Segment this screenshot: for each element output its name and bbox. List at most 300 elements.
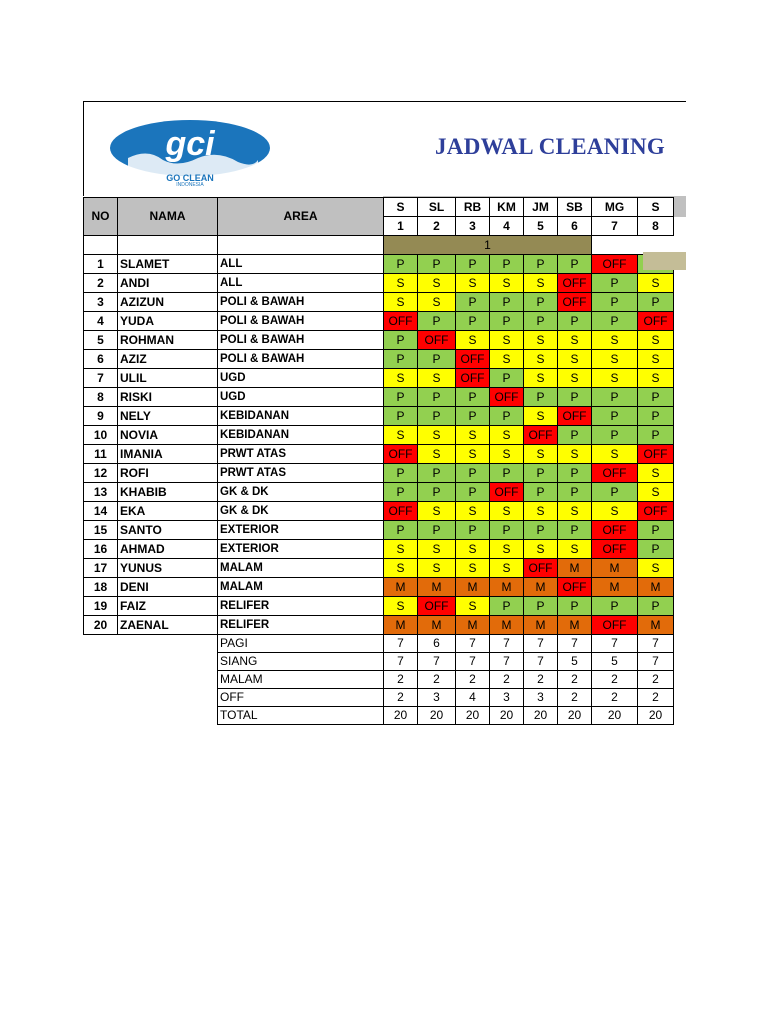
blank-cell (118, 707, 218, 725)
row-number: 6 (84, 350, 118, 369)
row-number: 17 (84, 559, 118, 578)
summary-value: 20 (524, 707, 558, 725)
shift-cell: P (384, 483, 418, 502)
shift-cell: S (384, 597, 418, 616)
shift-cell: P (638, 407, 674, 426)
summary-value: 7 (456, 653, 490, 671)
staff-name: IMANIA (118, 445, 218, 464)
shift-cell: P (384, 331, 418, 350)
shift-cell: P (490, 521, 524, 540)
shift-cell: S (418, 426, 456, 445)
table-row (84, 331, 674, 350)
summary-value: 2 (558, 671, 592, 689)
day-header: S (638, 198, 674, 217)
staff-name: AZIZUN (118, 293, 218, 312)
shift-cell: P (638, 540, 674, 559)
shift-cell: P (418, 407, 456, 426)
shift-cell: S (418, 369, 456, 388)
blank-cell (592, 236, 638, 255)
date-header: 2 (418, 217, 456, 236)
staff-area: POLI & BAWAH (218, 350, 384, 369)
shift-cell: P (524, 293, 558, 312)
shift-cell: OFF (524, 426, 558, 445)
page-title: JADWAL CLEANING (435, 134, 666, 159)
staff-area: EXTERIOR (218, 521, 384, 540)
shift-cell: OFF (456, 350, 490, 369)
shift-cell: P (456, 293, 490, 312)
shift-cell: P (558, 464, 592, 483)
row-number: 15 (84, 521, 118, 540)
shift-cell: S (592, 331, 638, 350)
shift-cell: M (418, 616, 456, 635)
staff-name: AZIZ (118, 350, 218, 369)
summary-value: 2 (638, 671, 674, 689)
shift-cell: P (638, 426, 674, 445)
staff-area: RELIFER (218, 616, 384, 635)
day-header: S (384, 198, 418, 217)
table-row (84, 369, 674, 388)
summary-value: 2 (456, 671, 490, 689)
summary-value: 7 (490, 653, 524, 671)
summary-value: 2 (418, 671, 456, 689)
shift-cell: P (558, 521, 592, 540)
summary-value: 2 (592, 689, 638, 707)
shift-cell: P (456, 407, 490, 426)
table-row (84, 388, 674, 407)
shift-cell: P (490, 407, 524, 426)
shift-cell: P (524, 312, 558, 331)
shift-cell: S (592, 502, 638, 521)
summary-value: 2 (490, 671, 524, 689)
shift-cell: P (490, 597, 524, 616)
shift-cell: P (456, 312, 490, 331)
date-header: 7 (592, 217, 638, 236)
staff-name: KHABIB (118, 483, 218, 502)
shift-cell: S (638, 331, 674, 350)
staff-name: SANTO (118, 521, 218, 540)
summary-label: SIANG (218, 653, 384, 671)
table-row (84, 521, 674, 540)
shift-cell: OFF (638, 312, 674, 331)
header-row (84, 198, 674, 217)
shift-cell: M (558, 616, 592, 635)
summary-label: PAGI (218, 635, 384, 653)
shift-cell: OFF (592, 255, 638, 274)
blank-cell (218, 236, 384, 255)
shift-cell: P (592, 597, 638, 616)
row-number: 14 (84, 502, 118, 521)
summary-value: 20 (384, 707, 418, 725)
shift-cell: P (418, 312, 456, 331)
shift-cell: S (524, 331, 558, 350)
shift-cell: P (456, 464, 490, 483)
shift-cell: S (638, 369, 674, 388)
summary-row (84, 689, 674, 707)
day-header: SB (558, 198, 592, 217)
shift-cell: P (418, 350, 456, 369)
row-number: 18 (84, 578, 118, 597)
shift-cell: S (418, 502, 456, 521)
shift-cell: OFF (592, 540, 638, 559)
date-header: 5 (524, 217, 558, 236)
staff-name: DENI (118, 578, 218, 597)
summary-value: 20 (638, 707, 674, 725)
shift-cell: S (456, 540, 490, 559)
shift-cell: P (592, 483, 638, 502)
summary-label: MALAM (218, 671, 384, 689)
staff-name: ROHMAN (118, 331, 218, 350)
staff-area: EXTERIOR (218, 540, 384, 559)
blank-cell (84, 236, 118, 255)
row-number: 7 (84, 369, 118, 388)
row-number: 16 (84, 540, 118, 559)
summary-row (84, 707, 674, 725)
shift-cell: S (384, 540, 418, 559)
staff-name: YUDA (118, 312, 218, 331)
shift-cell: S (524, 274, 558, 293)
sheet-top-border (83, 101, 686, 102)
staff-area: POLI & BAWAH (218, 312, 384, 331)
summary-label: OFF (218, 689, 384, 707)
staff-area: MALAM (218, 559, 384, 578)
shift-cell: S (524, 350, 558, 369)
shift-cell: S (592, 369, 638, 388)
table-row (84, 483, 674, 502)
row-number: 20 (84, 616, 118, 635)
shift-cell: P (490, 293, 524, 312)
summary-value: 7 (638, 653, 674, 671)
shift-cell: P (638, 597, 674, 616)
shift-cell: M (638, 616, 674, 635)
shift-cell: S (592, 350, 638, 369)
shift-cell: P (558, 388, 592, 407)
table-row (84, 293, 674, 312)
shift-cell: P (384, 255, 418, 274)
summary-value: 5 (592, 653, 638, 671)
shift-cell: P (524, 597, 558, 616)
shift-cell: M (456, 578, 490, 597)
staff-area: GK & DK (218, 483, 384, 502)
shift-cell: OFF (384, 445, 418, 464)
shift-cell: P (558, 255, 592, 274)
table-row (84, 312, 674, 331)
shift-cell: P (384, 388, 418, 407)
shift-cell: P (490, 255, 524, 274)
table-row (84, 255, 674, 274)
shift-cell: S (456, 559, 490, 578)
shift-cell: OFF (558, 407, 592, 426)
table-row (84, 597, 674, 616)
staff-name: ROFI (118, 464, 218, 483)
staff-name: FAIZ (118, 597, 218, 616)
summary-value: 7 (384, 635, 418, 653)
row-number: 11 (84, 445, 118, 464)
row-number: 10 (84, 426, 118, 445)
blank-cell (84, 707, 118, 725)
blank-cell (84, 689, 118, 707)
summary-value: 7 (490, 635, 524, 653)
schedule-table-body (84, 198, 674, 725)
shift-cell: P (418, 521, 456, 540)
row-number: 4 (84, 312, 118, 331)
row-number: 19 (84, 597, 118, 616)
shift-cell: S (490, 502, 524, 521)
staff-area: POLI & BAWAH (218, 293, 384, 312)
summary-row (84, 653, 674, 671)
shift-cell: S (456, 331, 490, 350)
shift-cell: M (524, 578, 558, 597)
shift-cell: P (384, 350, 418, 369)
staff-area: GK & DK (218, 502, 384, 521)
shift-cell: P (524, 521, 558, 540)
summary-value: 2 (384, 671, 418, 689)
blank-cell (118, 689, 218, 707)
day-header: RB (456, 198, 490, 217)
summary-value: 20 (490, 707, 524, 725)
shift-cell: S (384, 559, 418, 578)
shift-cell: M (384, 578, 418, 597)
shift-cell: P (524, 255, 558, 274)
shift-cell: M (456, 616, 490, 635)
staff-name: YUNUS (118, 559, 218, 578)
shift-cell: S (490, 331, 524, 350)
shift-cell: P (592, 312, 638, 331)
shift-cell: S (490, 350, 524, 369)
staff-area: MALAM (218, 578, 384, 597)
shift-cell: P (384, 521, 418, 540)
shift-cell: P (592, 293, 638, 312)
shift-cell: S (456, 502, 490, 521)
shift-cell: S (558, 331, 592, 350)
shift-cell: M (524, 616, 558, 635)
shift-cell: OFF (638, 445, 674, 464)
shift-cell: S (418, 540, 456, 559)
table-row (84, 274, 674, 293)
shift-cell: P (418, 464, 456, 483)
summary-value: 7 (418, 653, 456, 671)
header-area: AREA (218, 198, 384, 236)
blank-cell (118, 236, 218, 255)
shift-cell: S (638, 464, 674, 483)
shift-cell: OFF (418, 597, 456, 616)
gci-logo (108, 118, 273, 186)
blank-cell (84, 671, 118, 689)
staff-area: KEBIDANAN (218, 426, 384, 445)
day-header: JM (524, 198, 558, 217)
summary-row (84, 671, 674, 689)
staff-name: ZAENAL (118, 616, 218, 635)
shift-cell: OFF (524, 559, 558, 578)
date-header: 4 (490, 217, 524, 236)
shift-cell: S (418, 445, 456, 464)
shift-cell: M (490, 578, 524, 597)
logo-subtext: INDONESIA (176, 182, 204, 186)
table-row (84, 350, 674, 369)
staff-name: NOVIA (118, 426, 218, 445)
row-number: 5 (84, 331, 118, 350)
shift-cell: P (490, 312, 524, 331)
shift-cell: P (524, 464, 558, 483)
staff-area: ALL (218, 274, 384, 293)
shift-cell: OFF (384, 502, 418, 521)
table-row (84, 464, 674, 483)
shift-cell: OFF (456, 369, 490, 388)
summary-value: 3 (524, 689, 558, 707)
table-row (84, 578, 674, 597)
shift-cell: S (418, 293, 456, 312)
shift-cell: S (456, 597, 490, 616)
shift-cell: S (456, 445, 490, 464)
shift-cell: OFF (384, 312, 418, 331)
shift-cell: S (638, 483, 674, 502)
shift-cell: S (456, 274, 490, 293)
date-header: 6 (558, 217, 592, 236)
shift-cell: S (524, 407, 558, 426)
row-number: 2 (84, 274, 118, 293)
shift-cell: P (384, 464, 418, 483)
shift-cell: S (558, 445, 592, 464)
summary-value: 20 (456, 707, 490, 725)
shift-cell: S (384, 426, 418, 445)
week-band-extension (643, 252, 686, 270)
shift-cell: P (384, 407, 418, 426)
week-label: 1 (384, 236, 592, 255)
shift-cell: P (490, 464, 524, 483)
shift-cell: P (592, 388, 638, 407)
shift-cell: S (490, 559, 524, 578)
shift-cell: S (418, 559, 456, 578)
shift-cell: P (418, 255, 456, 274)
shift-cell: M (638, 578, 674, 597)
shift-cell: P (418, 483, 456, 502)
shift-cell: P (524, 483, 558, 502)
table-row (84, 445, 674, 464)
shift-cell: S (490, 426, 524, 445)
sheet-left-border (83, 101, 84, 196)
shift-cell: OFF (490, 483, 524, 502)
shift-cell: OFF (592, 521, 638, 540)
shift-cell: S (558, 369, 592, 388)
shift-cell: S (638, 274, 674, 293)
shift-cell: S (558, 540, 592, 559)
summary-value: 7 (524, 635, 558, 653)
shift-cell: P (558, 426, 592, 445)
blank-cell (118, 671, 218, 689)
summary-value: 2 (592, 671, 638, 689)
shift-cell: S (592, 445, 638, 464)
table-row (84, 540, 674, 559)
shift-cell: P (558, 483, 592, 502)
summary-value: 3 (418, 689, 456, 707)
shift-cell: P (558, 312, 592, 331)
shift-cell: OFF (638, 502, 674, 521)
day-header: KM (490, 198, 524, 217)
shift-cell: S (456, 426, 490, 445)
shift-cell: OFF (558, 578, 592, 597)
shift-cell: OFF (558, 274, 592, 293)
summary-value: 7 (558, 635, 592, 653)
day-header: MG (592, 198, 638, 217)
summary-value: 20 (592, 707, 638, 725)
staff-name: EKA (118, 502, 218, 521)
row-number: 12 (84, 464, 118, 483)
shift-cell: OFF (490, 388, 524, 407)
summary-value: 5 (558, 653, 592, 671)
summary-value: 7 (456, 635, 490, 653)
shift-cell: S (524, 369, 558, 388)
table-row (84, 616, 674, 635)
row-number: 3 (84, 293, 118, 312)
shift-cell: M (490, 616, 524, 635)
shift-cell: S (384, 274, 418, 293)
shift-cell: P (558, 597, 592, 616)
row-number: 1 (84, 255, 118, 274)
shift-cell: S (524, 502, 558, 521)
shift-cell: P (456, 255, 490, 274)
row-number: 13 (84, 483, 118, 502)
staff-name: NELY (118, 407, 218, 426)
shift-cell: OFF (558, 293, 592, 312)
table-row (84, 502, 674, 521)
summary-value: 7 (524, 653, 558, 671)
staff-area: PRWT ATAS (218, 445, 384, 464)
logo-text: GO CLEAN (166, 173, 214, 183)
shift-cell: S (490, 445, 524, 464)
header-nama: NAMA (118, 198, 218, 236)
shift-cell: S (490, 274, 524, 293)
staff-area: KEBIDANAN (218, 407, 384, 426)
schedule-table (83, 197, 674, 725)
staff-name: AHMAD (118, 540, 218, 559)
blank-cell (84, 653, 118, 671)
week-row (84, 236, 674, 255)
summary-value: 4 (456, 689, 490, 707)
table-row (84, 559, 674, 578)
shift-cell: S (418, 274, 456, 293)
shift-cell: P (638, 293, 674, 312)
blank-cell (118, 653, 218, 671)
staff-area: UGD (218, 388, 384, 407)
summary-value: 2 (558, 689, 592, 707)
summary-value: 2 (638, 689, 674, 707)
table-row (84, 426, 674, 445)
summary-row (84, 635, 674, 653)
shift-cell: M (384, 616, 418, 635)
shift-cell: OFF (592, 464, 638, 483)
shift-cell: P (592, 426, 638, 445)
shift-cell: S (558, 502, 592, 521)
staff-area: ALL (218, 255, 384, 274)
summary-value: 7 (638, 635, 674, 653)
shift-cell: P (418, 388, 456, 407)
staff-area: RELIFER (218, 597, 384, 616)
shift-cell: M (592, 578, 638, 597)
shift-cell: M (558, 559, 592, 578)
day-header: SL (418, 198, 456, 217)
shift-cell: P (456, 521, 490, 540)
shift-cell: S (524, 540, 558, 559)
shift-cell: S (638, 559, 674, 578)
logo-mark: gci (165, 125, 215, 163)
staff-name: ULIL (118, 369, 218, 388)
blank-cell (84, 635, 118, 653)
shift-cell: S (490, 540, 524, 559)
summary-value: 2 (524, 671, 558, 689)
blank-cell (118, 635, 218, 653)
shift-cell: P (638, 388, 674, 407)
summary-value: 6 (418, 635, 456, 653)
schedule-sheet (83, 101, 686, 761)
